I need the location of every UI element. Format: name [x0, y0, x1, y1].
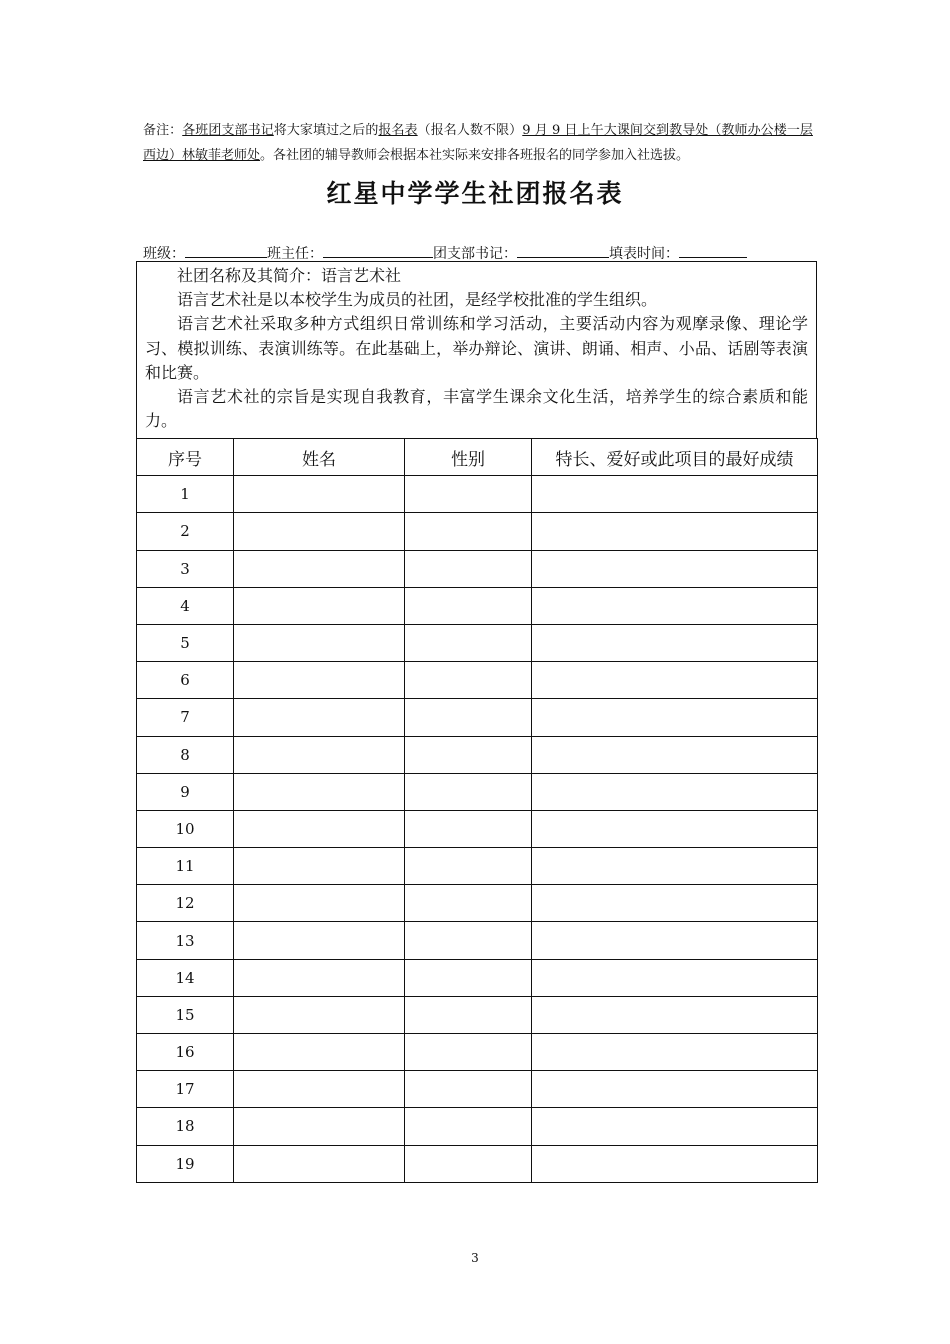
name-cell[interactable]: [234, 662, 405, 699]
table-row: [137, 773, 818, 810]
name-cell[interactable]: [234, 513, 405, 550]
table-row: [137, 922, 818, 959]
row-index: 13: [137, 922, 234, 959]
row-index: 14: [137, 959, 234, 996]
gender-cell[interactable]: [405, 885, 532, 922]
table-row: [137, 550, 818, 587]
name-cell[interactable]: [234, 699, 405, 736]
specialty-cell[interactable]: [532, 587, 818, 624]
row-index: 5: [137, 624, 234, 661]
teacher-field[interactable]: [323, 243, 433, 258]
table-header-row: [137, 439, 818, 476]
specialty-cell[interactable]: [532, 922, 818, 959]
name-cell[interactable]: [234, 1145, 405, 1182]
class-field[interactable]: [185, 243, 267, 258]
name-cell[interactable]: [234, 587, 405, 624]
gender-cell[interactable]: [405, 959, 532, 996]
table-row: [137, 996, 818, 1033]
table-row: [137, 885, 818, 922]
specialty-cell[interactable]: [532, 810, 818, 847]
table-row: [137, 1034, 818, 1071]
gender-cell[interactable]: [405, 810, 532, 847]
gender-cell[interactable]: [405, 624, 532, 661]
name-cell[interactable]: [234, 1034, 405, 1071]
gender-cell[interactable]: [405, 476, 532, 513]
note-prefix: 备注：: [143, 123, 183, 138]
gender-cell[interactable]: [405, 587, 532, 624]
table-row: [137, 736, 818, 773]
specialty-cell[interactable]: [532, 885, 818, 922]
teacher-label: 班主任：: [267, 246, 323, 262]
table-row: [137, 848, 818, 885]
specialty-cell[interactable]: [532, 1145, 818, 1182]
row-index: 2: [137, 513, 234, 550]
specialty-cell[interactable]: [532, 1071, 818, 1108]
gender-cell[interactable]: [405, 1108, 532, 1145]
row-index: 3: [137, 550, 234, 587]
specialty-cell[interactable]: [532, 624, 818, 661]
gender-cell[interactable]: [405, 699, 532, 736]
table-row: [137, 1145, 818, 1182]
gender-cell[interactable]: [405, 550, 532, 587]
table-row: [137, 959, 818, 996]
intro-paragraph-3: 语言艺术社的宗旨是实现自我教育，丰富学生课余文化生活，培养学生的综合素质和能力。: [145, 387, 808, 431]
page-title: 红星中学学生社团报名表: [326, 179, 624, 208]
name-cell[interactable]: [234, 848, 405, 885]
row-index: 16: [137, 1034, 234, 1071]
note-text-2: （报名人数不限）: [417, 123, 523, 138]
name-cell[interactable]: [234, 476, 405, 513]
row-index: 19: [137, 1145, 234, 1182]
row-index: 1: [137, 476, 234, 513]
gender-cell[interactable]: [405, 662, 532, 699]
name-cell[interactable]: [234, 810, 405, 847]
club-name-line: 社团名称及其简介：语言艺术社: [177, 266, 402, 285]
specialty-cell[interactable]: [532, 1108, 818, 1145]
form-meta: [143, 243, 815, 263]
row-index: 9: [137, 773, 234, 810]
table-row: [137, 476, 818, 513]
intro-paragraph-2: 语言艺术社采取多种方式组织日常训练和学习活动，主要活动内容为观摩录像、理论学习、模拟训练、表演训练等。在此基础上，举办辩论、演讲、朗诵、相声、小品、话剧等表演和比赛。: [145, 314, 808, 382]
header-index: 序号: [137, 439, 234, 476]
note-text-1: 将大家填过之后的: [273, 123, 379, 138]
gender-cell[interactable]: [405, 513, 532, 550]
gender-cell[interactable]: [405, 996, 532, 1033]
gender-cell[interactable]: [405, 848, 532, 885]
name-cell[interactable]: [234, 550, 405, 587]
gender-cell[interactable]: [405, 1034, 532, 1071]
name-cell[interactable]: [234, 885, 405, 922]
table-row: [137, 699, 818, 736]
table-row: [137, 1071, 818, 1108]
row-index: 6: [137, 662, 234, 699]
note-deadline: 9 月 9 日上午大课间交到教导处（教师办公楼一层西边）林敏菲老师处: [143, 123, 813, 163]
club-intro: [136, 261, 817, 438]
name-cell[interactable]: [234, 736, 405, 773]
table-row: [137, 662, 818, 699]
class-label: 班级：: [143, 246, 185, 262]
page-number: 3: [471, 1251, 479, 1265]
signup-table: [136, 438, 818, 1183]
name-cell[interactable]: [234, 773, 405, 810]
table-row: [137, 513, 818, 550]
note-text-3: 。各社团的辅导教师会根据本社实际来安排各班报名的同学参加入社选拔。: [260, 148, 690, 163]
gender-cell[interactable]: [405, 1071, 532, 1108]
row-index: 18: [137, 1108, 234, 1145]
table-row: [137, 810, 818, 847]
specialty-cell[interactable]: [532, 773, 818, 810]
note-form: 报名表: [378, 123, 418, 138]
specialty-cell[interactable]: [532, 476, 818, 513]
specialty-cell[interactable]: [532, 959, 818, 996]
table-row: [137, 1108, 818, 1145]
row-index: 15: [137, 996, 234, 1033]
name-cell[interactable]: [234, 959, 405, 996]
specialty-cell[interactable]: [532, 736, 818, 773]
row-index: 7: [137, 699, 234, 736]
gender-cell[interactable]: [405, 736, 532, 773]
header-specialty: 特长、爱好或此项目的最好成绩: [532, 439, 818, 476]
table-row: [137, 587, 818, 624]
specialty-cell[interactable]: [532, 848, 818, 885]
table-row: [137, 624, 818, 661]
row-index: 17: [137, 1071, 234, 1108]
secretary-field[interactable]: [517, 243, 609, 258]
specialty-cell[interactable]: [532, 1034, 818, 1071]
name-cell[interactable]: [234, 1108, 405, 1145]
row-index: 12: [137, 885, 234, 922]
specialty-cell[interactable]: [532, 662, 818, 699]
gender-cell[interactable]: [405, 922, 532, 959]
note-secretary: 各班团支部书记: [182, 123, 274, 138]
note: [143, 118, 813, 168]
specialty-cell[interactable]: [532, 513, 818, 550]
row-index: 10: [137, 810, 234, 847]
header-name: 姓名: [234, 439, 405, 476]
name-cell[interactable]: [234, 922, 405, 959]
intro-paragraph-1: 语言艺术社是以本校学生为成员的社团，是经学校批准的学生组织。: [177, 290, 658, 310]
specialty-cell[interactable]: [532, 699, 818, 736]
row-index: 11: [137, 848, 234, 885]
secretary-label: 团支部书记：: [433, 246, 517, 262]
specialty-cell[interactable]: [532, 550, 818, 587]
date-field[interactable]: [679, 243, 747, 258]
header-gender: 性别: [405, 439, 532, 476]
row-index: 8: [137, 736, 234, 773]
date-label: 填表时间：: [609, 246, 679, 262]
specialty-cell[interactable]: [532, 996, 818, 1033]
name-cell[interactable]: [234, 624, 405, 661]
row-index: 4: [137, 587, 234, 624]
name-cell[interactable]: [234, 996, 405, 1033]
gender-cell[interactable]: [405, 1145, 532, 1182]
name-cell[interactable]: [234, 1071, 405, 1108]
gender-cell[interactable]: [405, 773, 532, 810]
